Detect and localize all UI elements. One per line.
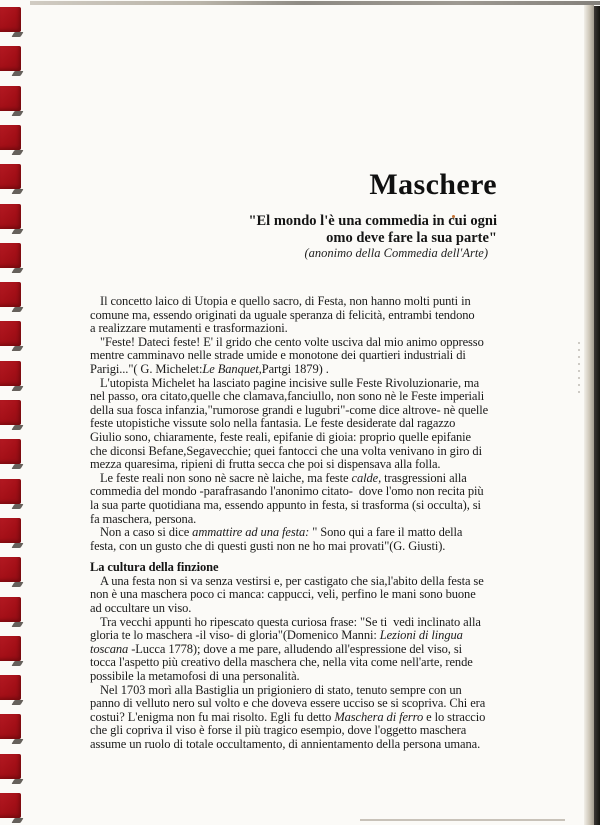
body-segment: tocca l'aspetto più creativo della maschera che, nella vita come nell'arte, rende bbox=[90, 655, 473, 670]
binding-tooth bbox=[0, 361, 21, 386]
body-line bbox=[90, 540, 510, 554]
epigraph-attribution: (anonimo della Commedia dell'Arte) bbox=[304, 246, 488, 260]
page-right-edge-band bbox=[584, 5, 594, 825]
body-segment: ad occultare un viso. bbox=[90, 601, 192, 616]
body-line bbox=[90, 309, 510, 323]
body-segment: la sua parte quotidiana ma, essendo appunto in festa, si trasforma (si occulta), si bbox=[90, 497, 481, 512]
body-line bbox=[90, 643, 510, 657]
body-line bbox=[90, 295, 510, 309]
body-line bbox=[90, 377, 510, 391]
binding-tooth bbox=[0, 754, 21, 779]
binding-tooth bbox=[0, 675, 21, 700]
binding-tooth bbox=[0, 518, 21, 543]
body-segment: non è una maschera poco ci manca: cappucci, veli, perfino le mani sono buone bbox=[90, 587, 476, 602]
epigraph-line-2: omo deve fare la sua parte" bbox=[326, 229, 497, 246]
body-line bbox=[90, 684, 510, 698]
binding-tooth bbox=[0, 243, 21, 268]
binding-tooth bbox=[0, 439, 21, 464]
epigraph bbox=[248, 213, 497, 260]
body-segment-italic: ammattire ad una festa: bbox=[192, 525, 310, 540]
body-line bbox=[90, 363, 510, 377]
body-segment: e lo straccio bbox=[423, 709, 486, 724]
body-line bbox=[90, 336, 510, 350]
binding-tooth bbox=[0, 597, 21, 622]
body-line bbox=[90, 629, 510, 643]
body-segment: della sua fosca infanzia,"rumorose grandi e lugubri"-come dice altrove- nè quelle bbox=[90, 402, 489, 417]
binding-tooth bbox=[0, 7, 21, 32]
binding-tooth bbox=[0, 164, 21, 189]
body-segment: " Sono qui a fare il matto della bbox=[309, 525, 463, 540]
body-segment-italic: calde, bbox=[351, 470, 382, 485]
scan-top-edge bbox=[30, 1, 600, 5]
body-line bbox=[90, 656, 510, 670]
body-line bbox=[90, 499, 510, 513]
body-line bbox=[90, 445, 510, 459]
binding-tooth bbox=[0, 125, 21, 150]
body-segment: Parigi..."( G. Michelet: bbox=[90, 361, 203, 376]
body-line bbox=[90, 417, 510, 431]
body-segment: costui? L'enigma non fu mai risolto. Egli fu detto bbox=[90, 709, 335, 724]
body-line bbox=[90, 526, 510, 540]
body-line bbox=[90, 602, 510, 616]
body-segment-italic: Le Banquet bbox=[202, 361, 259, 376]
body-segment-italic: Maschera di ferro bbox=[334, 709, 424, 724]
body-segment: mezza quaresima, ripieni di frutta secca che poi si dispensava alla folla. bbox=[90, 457, 441, 472]
body-segment: commedia del mondo -parafrasando l'anonimo citato- dove l'omo non recita più bbox=[90, 484, 484, 499]
scan-dark-right-edge bbox=[594, 6, 600, 825]
binding-tooth bbox=[0, 321, 21, 346]
body-segment: che gli copriva il viso è forse il più tragico esempio, dove l'oggetto maschera bbox=[90, 723, 467, 738]
body-line bbox=[90, 322, 510, 336]
body-segment: comune ma, essendo originati da uguale speranza di felicità, entrambi tendono bbox=[90, 307, 475, 322]
body-line bbox=[90, 404, 510, 418]
body-line bbox=[90, 670, 510, 684]
body-segment: Giulio sono, chiaramente, feste reali, epifanie di gioia: proprio quelle epifanie bbox=[90, 429, 471, 444]
body-segment: che diconsi Befane,Segavecchie; quei fantocci che una volta venivano in giro di bbox=[90, 443, 482, 458]
body-line bbox=[90, 472, 510, 486]
binding-tooth bbox=[0, 793, 21, 818]
body-segment: L'utopista Michelet ha lasciato pagine incisive sulle Feste Rivoluzionarie, ma bbox=[100, 375, 480, 390]
body-segment: "Feste! Dateci feste! E' il grido che cento volte usciva dal mio animo oppresso bbox=[100, 334, 484, 349]
body-segment: ,Partgi 1879) . bbox=[258, 361, 329, 376]
body-line bbox=[90, 738, 510, 752]
body-segment: trasgressioni alla bbox=[381, 470, 467, 485]
body-text bbox=[90, 295, 510, 752]
body-segment: Tra vecchi appunti ho ripescato questa curiosa frase: "Se ti vedi inclinato alla bbox=[100, 614, 481, 629]
body-segment: Nel 1703 morì alla Bastiglia un prigioniero di stato, tenuto sempre con un bbox=[100, 682, 462, 697]
body-line bbox=[90, 724, 510, 738]
binding-tooth bbox=[0, 636, 21, 661]
body-segment-italic: Lezioni di lingua bbox=[379, 628, 463, 643]
body-segment: feste utopistiche vissute solo nella fantasia. Le feste desiderate dal ragazzo bbox=[90, 416, 456, 431]
body-line bbox=[90, 588, 510, 602]
binding-tooth bbox=[0, 204, 21, 229]
binding-tooth bbox=[0, 86, 21, 111]
comb-binding bbox=[0, 0, 30, 825]
epigraph-line-1: "El mondo l'è una commedia in cui ogni bbox=[248, 213, 497, 229]
body-line bbox=[90, 616, 510, 630]
body-segment: A una festa non si va senza vestirsi e, per castigato che sia,l'abito della festa se bbox=[100, 573, 484, 588]
body-segment: -Lucca 1778); dove a me pare, alludendo all'espressione del viso, si bbox=[128, 641, 462, 656]
body-line bbox=[90, 390, 510, 404]
body-line bbox=[90, 458, 510, 472]
body-segment: assume un ruolo di totale occultamento, di annientamento della persona umana. bbox=[90, 737, 481, 751]
binding-tooth bbox=[0, 400, 21, 425]
binding-tooth bbox=[0, 282, 21, 307]
body-segment: mentre camminavo nelle strade umide e monotone dei quartieri industriali di bbox=[90, 348, 466, 363]
binding-tooth bbox=[0, 714, 21, 739]
body-segment: gloria te lo maschera -il viso- di gloria"(Domenico Manni: bbox=[90, 628, 380, 643]
body-segment: possibile la metamofosi di una personalità. bbox=[90, 669, 300, 684]
body-segment: nel passo, ora citato,quelle che clamava,fanciullo, non sono nè le Feste imperiali bbox=[90, 389, 485, 404]
binding-tooth bbox=[0, 557, 21, 582]
scan-edge-marks bbox=[578, 342, 580, 396]
binding-tooth bbox=[0, 46, 21, 71]
body-line bbox=[90, 431, 510, 445]
body-segment: Le feste reali non sono nè sacre nè laiche, ma feste bbox=[100, 470, 352, 485]
page-title: Maschere bbox=[369, 168, 497, 201]
body-line bbox=[90, 485, 510, 499]
scan-bottom-edge bbox=[360, 819, 565, 821]
body-line bbox=[90, 711, 510, 725]
body-line bbox=[90, 697, 510, 711]
body-line bbox=[90, 349, 510, 363]
body-segment: a realizzare mutamenti e trasformazioni. bbox=[90, 321, 288, 336]
body-segment: Non a caso si dice bbox=[100, 525, 193, 540]
body-segment: festa, con un gusto che di questi gusti non ne ho mai provati"(G. Giusti). bbox=[90, 538, 446, 553]
body-line bbox=[90, 575, 510, 589]
body-segment: Il concetto laico di Utopia e quello sacro, di Festa, non hanno molti punti in bbox=[100, 294, 471, 308]
body-segment: panno di velluto nero sul volto e che doveva essere ucciso se si scopriva. Chi era bbox=[90, 696, 486, 711]
section-heading: La cultura della finzione bbox=[90, 560, 219, 575]
body-segment-italic: toscana bbox=[90, 641, 129, 656]
body-segment: fa maschera, persona. bbox=[90, 511, 197, 526]
body-line bbox=[90, 513, 510, 527]
binding-tooth bbox=[0, 479, 21, 504]
